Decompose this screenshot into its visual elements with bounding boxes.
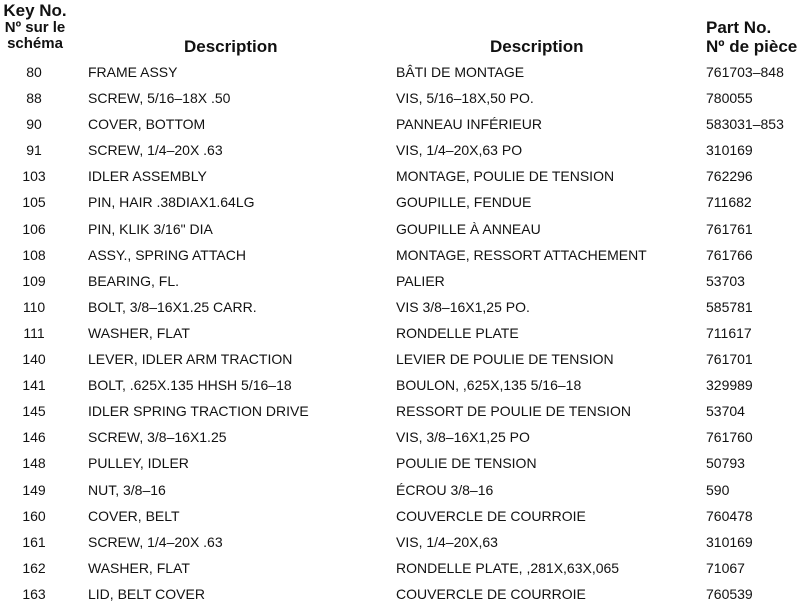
key-number-cell: 140	[22, 351, 46, 368]
description-fr-cell: MONTAGE, RESSORT ATTACHEMENT	[396, 246, 647, 263]
parts-row	[0, 480, 810, 506]
description-en-cell: WASHER, FLAT	[88, 324, 190, 341]
description-en-cell: PULLEY, IDLER	[88, 455, 189, 472]
part-number-cell: 50793	[706, 455, 745, 472]
parts-row	[0, 323, 810, 349]
description-fr-header: Description	[490, 37, 584, 56]
description-en-cell: FRAME ASSY	[88, 64, 178, 80]
key-number-cell: 163	[22, 585, 46, 602]
description-fr-cell: VIS, 3/8–16X1,25 PO	[396, 429, 530, 446]
part-number-cell: 761760	[706, 429, 753, 446]
key-number-header-fr-line2: schéma	[7, 35, 63, 52]
description-en-cell: SCREW, 3/8–16X1.25	[88, 429, 227, 446]
parts-row	[0, 166, 810, 192]
parts-row	[0, 532, 810, 558]
key-number-cell: 160	[22, 507, 46, 524]
description-en-cell: COVER, BOTTOM	[88, 116, 206, 133]
description-en-cell: SCREW, 1/4–20X .63	[88, 142, 223, 159]
parts-row	[0, 349, 810, 375]
description-fr-cell: COUVERCLE DE COURROIE	[396, 585, 586, 602]
description-fr-cell: PANNEAU INFÉRIEUR	[396, 116, 542, 133]
key-number-cell: 148	[22, 455, 46, 472]
part-number-header-en: Part No.	[706, 18, 772, 37]
parts-row	[0, 271, 810, 297]
description-fr-cell: BÂTI DE MONTAGE	[396, 64, 525, 80]
key-number-cell: 149	[22, 481, 46, 498]
part-number-cell: 762296	[706, 168, 753, 185]
description-fr-cell: VIS 3/8–16X1,25 PO.	[396, 298, 530, 315]
description-fr-cell: GOUPILLE À ANNEAU	[396, 220, 541, 237]
part-number-cell: 760539	[706, 585, 753, 602]
part-number-cell: 583031–853	[706, 116, 784, 133]
description-en-cell: COVER, BELT	[88, 507, 180, 524]
parts-row	[0, 401, 810, 427]
part-number-cell: 310169	[706, 142, 753, 159]
part-number-cell: 71067	[706, 559, 745, 576]
part-number-cell: 590	[706, 481, 730, 498]
part-number-cell: 780055	[706, 90, 753, 107]
parts-row	[0, 245, 810, 271]
description-en-cell: SCREW, 1/4–20X .63	[88, 533, 223, 550]
description-en-cell: IDLER ASSEMBLY	[88, 168, 207, 185]
description-fr-cell: COUVERCLE DE COURROIE	[396, 507, 586, 524]
parts-row	[0, 584, 810, 610]
key-number-cell: 162	[22, 559, 46, 576]
key-number-header-fr-line1: Nº sur le	[4, 19, 66, 36]
key-number-cell: 103	[22, 168, 46, 185]
part-number-cell: 711617	[706, 324, 752, 341]
parts-row	[0, 62, 810, 88]
description-fr-cell: GOUPILLE, FENDUE	[396, 194, 532, 211]
description-en-cell: ASSY., SPRING ATTACH	[88, 246, 246, 263]
description-fr-cell: RONDELLE PLATE, ,281X,63X,065	[396, 559, 620, 576]
key-number-cell: 88	[26, 90, 42, 107]
description-en-cell: BEARING, FL.	[88, 272, 180, 289]
parts-row	[0, 219, 810, 245]
parts-row	[0, 297, 810, 323]
description-en-cell: PIN, KLIK 3/16" DIA	[88, 220, 213, 237]
key-number-cell: 108	[22, 246, 46, 263]
description-fr-cell: POULIE DE TENSION	[396, 455, 537, 472]
description-en-cell: LID, BELT COVER	[88, 585, 205, 602]
description-fr-cell: BOULON, ,625X,135 5/16–18	[396, 377, 582, 394]
description-en-cell: NUT, 3/8–16	[88, 481, 166, 498]
parts-list	[0, 62, 810, 610]
description-fr-cell: RONDELLE PLATE	[396, 324, 519, 341]
key-number-cell: 146	[22, 429, 46, 446]
description-fr-cell: ÉCROU 3/8–16	[396, 481, 494, 498]
key-number-cell: 105	[22, 194, 46, 211]
parts-row	[0, 506, 810, 532]
description-en-cell: SCREW, 5/16–18X .50	[88, 90, 231, 107]
part-number-cell: 761761	[706, 220, 753, 237]
parts-row	[0, 140, 810, 166]
key-number-header	[0, 2, 70, 51]
description-en-header: Description	[184, 37, 278, 56]
key-number-cell: 145	[22, 403, 46, 420]
parts-row	[0, 114, 810, 140]
description-en-cell: IDLER SPRING TRACTION DRIVE	[88, 403, 309, 420]
description-fr-cell: PALIER	[396, 272, 445, 289]
description-en-cell: WASHER, FLAT	[88, 559, 190, 576]
key-number-cell: 111	[23, 324, 45, 341]
description-fr-cell: VIS, 1/4–20X,63 PO	[396, 142, 523, 159]
key-number-header-en: Key No.	[3, 1, 67, 20]
part-number-cell: 711682	[706, 194, 752, 211]
description-fr-cell: VIS, 1/4–20X,63	[396, 533, 498, 550]
part-number-cell: 761701	[706, 351, 753, 368]
part-number-cell: 760478	[706, 507, 753, 524]
part-number-cell: 585781	[706, 298, 753, 315]
parts-row	[0, 375, 810, 401]
parts-row	[0, 427, 810, 453]
description-fr-cell: VIS, 5/16–18X,50 PO.	[396, 90, 534, 107]
part-number-cell: 761703–848	[706, 64, 784, 80]
part-number-cell: 329989	[706, 377, 753, 394]
key-number-cell: 91	[26, 142, 42, 159]
key-number-cell: 80	[26, 64, 42, 80]
parts-row	[0, 558, 810, 584]
key-number-cell: 110	[22, 298, 46, 315]
description-fr-cell: MONTAGE, POULIE DE TENSION	[396, 168, 615, 185]
part-number-cell: 53703	[706, 272, 745, 289]
key-number-cell: 141	[22, 377, 46, 394]
key-number-cell: 90	[26, 116, 42, 133]
part-number-header-fr: Nº de pièce	[706, 37, 798, 56]
key-number-cell: 106	[22, 220, 46, 237]
description-en-cell: BOLT, 3/8–16X1.25 CARR.	[88, 298, 257, 315]
description-fr-cell: LEVIER DE POULIE DE TENSION	[396, 351, 614, 368]
description-en-cell: PIN, HAIR .38DIAX1.64LG	[88, 194, 255, 211]
description-en-cell: BOLT, .625X.135 HHSH 5/16–18	[88, 377, 292, 394]
parts-row	[0, 88, 810, 114]
description-en-cell: LEVER, IDLER ARM TRACTION	[88, 351, 293, 368]
part-number-cell: 761766	[706, 246, 753, 263]
part-number-cell: 53704	[706, 403, 745, 420]
key-number-cell: 109	[22, 272, 46, 289]
description-fr-cell: RESSORT DE POULIE DE TENSION	[396, 403, 631, 420]
key-number-cell: 161	[22, 533, 46, 550]
part-number-header	[706, 19, 797, 55]
part-number-cell: 310169	[706, 533, 753, 550]
parts-row	[0, 453, 810, 479]
parts-row	[0, 192, 810, 218]
